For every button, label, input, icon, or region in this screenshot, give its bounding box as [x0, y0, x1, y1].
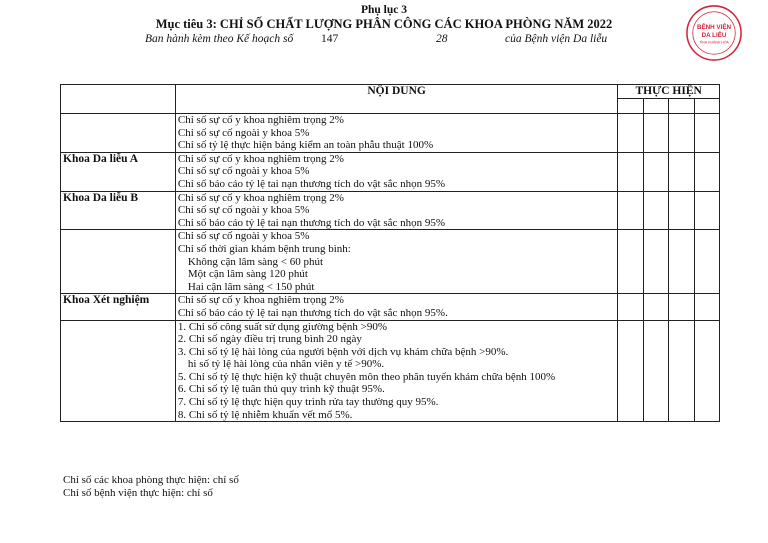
table-row: [61, 114, 720, 153]
footer-hospital-count: Chỉ số bệnh viện thực hiện: chỉ số: [63, 487, 213, 499]
content-cell: [175, 320, 617, 422]
hospital-seal-icon: [685, 4, 743, 62]
content-line: Chỉ số sự cố ngoài y khoa 5%: [177, 165, 310, 178]
done-checkbox-cell[interactable]: [694, 230, 719, 294]
content-cell: [175, 152, 617, 191]
content-line: 2. Chỉ số ngày điều trị trung bình 20 ngày: [177, 333, 362, 346]
content-cell: [175, 191, 617, 230]
done-checkbox-cell[interactable]: [643, 294, 668, 320]
done-checkbox-cell[interactable]: [618, 114, 643, 153]
done-col-2: [643, 99, 668, 114]
content-line: 7. Chỉ số tỷ lệ thực hiện quy trình rửa tay thường quy 95%.: [177, 396, 439, 409]
done-checkbox-cell[interactable]: [618, 191, 643, 230]
seal-line-3: TỈNH KHÁNH HÒA: [699, 40, 729, 45]
done-header: THỰC HIỆN: [618, 85, 720, 99]
content-cell: [175, 230, 617, 294]
dept-cell: [61, 230, 176, 294]
seal-line-1: BỆNH VIỆN: [696, 24, 732, 32]
content-line: Chỉ số sự cố y khoa nghiêm trọng 2%: [177, 114, 344, 126]
footer-dept-count: Chỉ số các khoa phòng thực hiện: chỉ số: [63, 474, 239, 486]
content-line: Một cận lâm sàng 120 phút: [187, 268, 308, 281]
content-cell: [175, 114, 617, 153]
dept-cell: Khoa Da liễu B: [61, 191, 176, 230]
seal-line-2: DA LIỄU: [701, 31, 727, 39]
content-line: Chỉ số sự cố ngoài y khoa 5%: [177, 126, 310, 139]
done-checkbox-cell[interactable]: [643, 320, 668, 422]
content-line: 8. Chỉ số tỷ lệ nhiễm khuẩn vết mổ 5%.: [177, 408, 353, 421]
done-checkbox-cell[interactable]: [669, 320, 694, 422]
content-line: Chỉ số sự cố y khoa nghiêm trọng 2%: [177, 152, 344, 165]
done-checkbox-cell[interactable]: [694, 320, 719, 422]
content-line: Chỉ số tỷ lệ thực hiện bảng kiểm an toàn phẫu thuật 100%: [177, 139, 434, 152]
dept-cell: Khoa Xét nghiệm: [61, 294, 176, 320]
issued-prefix: Ban hành kèm theo Kế hoạch số: [145, 33, 294, 45]
done-col-3: [669, 99, 694, 114]
done-checkbox-cell[interactable]: [669, 152, 694, 191]
done-checkbox-cell[interactable]: [643, 152, 668, 191]
done-checkbox-cell[interactable]: [669, 294, 694, 320]
quality-index-table: [60, 84, 720, 422]
content-line: Chỉ số sự cố ngoài y khoa 5%: [177, 204, 310, 217]
done-checkbox-cell[interactable]: [643, 114, 668, 153]
done-checkbox-cell[interactable]: [618, 294, 643, 320]
done-checkbox-cell[interactable]: [643, 191, 668, 230]
content-line: 5. Chỉ số tỷ lệ thực hiện kỹ thuật chuyên môn theo phân tuyến khám chữa bệnh 100%: [177, 370, 556, 383]
done-col-4: [694, 99, 719, 114]
done-checkbox-cell[interactable]: [694, 152, 719, 191]
content-line: Chỉ số sự cố y khoa nghiêm trọng 2%: [177, 191, 344, 204]
content-line: 6. Chỉ số tỷ lệ tuân thủ quy trình kỹ thuật 95%.: [177, 383, 385, 396]
content-line: 1. Chỉ số công suất sử dụng giường bệnh >90%: [177, 320, 388, 333]
done-checkbox-cell[interactable]: [669, 191, 694, 230]
done-checkbox-cell[interactable]: [694, 191, 719, 230]
content-line: Chỉ số báo cáo tỷ lệ tai nạn thương tích do vật sắc nhọn 95%: [177, 216, 446, 229]
table-row: [61, 294, 720, 320]
appendix-title: Phụ lục 3: [360, 4, 407, 16]
done-checkbox-cell[interactable]: [669, 114, 694, 153]
done-checkbox-cell[interactable]: [618, 230, 643, 294]
done-checkbox-cell[interactable]: [618, 152, 643, 191]
table-row: [61, 230, 720, 294]
content-line: Chỉ số báo cáo tỷ lệ tai nạn thương tích do vật sắc nhọn 95%: [177, 177, 446, 190]
content-cell: [175, 294, 617, 320]
content-line: 3. Chỉ số tỷ lệ hài lòng của người bệnh với dịch vụ khám chữa bệnh >90%.: [177, 345, 509, 358]
issued-suffix: của Bệnh viện Da liễu: [505, 33, 608, 45]
done-checkbox-cell[interactable]: [694, 114, 719, 153]
content-line: Hai cận lâm sàng < 150 phút: [187, 280, 315, 293]
dept-cell: Khoa Da liễu A: [61, 152, 176, 191]
content-line: Chỉ số sự cố ngoài y khoa 5%: [177, 230, 310, 243]
dept-cell: [61, 114, 176, 153]
done-checkbox-cell[interactable]: [618, 320, 643, 422]
table-row: [61, 152, 720, 191]
done-col-1: [618, 99, 643, 114]
table-row: [61, 320, 720, 422]
document-title: Mục tiêu 3: CHỈ SỐ CHẤT LƯỢNG PHÂN CÔNG CÁC KHOA PHÒNG NĂM 2022: [155, 17, 613, 31]
issued-day: 28: [436, 33, 448, 45]
done-checkbox-cell[interactable]: [669, 230, 694, 294]
content-line: hi số tỷ lệ hài lòng của nhân viên y tế >90%.: [187, 358, 385, 371]
table-body: [61, 114, 720, 422]
done-checkbox-cell[interactable]: [643, 230, 668, 294]
content-line: Chỉ số thời gian khám bệnh trung bình:: [177, 242, 351, 255]
content-line: Chỉ số sự cố y khoa nghiêm trọng 2%: [177, 294, 344, 307]
content-header: NỘI DUNG: [175, 85, 617, 114]
table-row: [61, 191, 720, 230]
content-line: Không cận lâm sàng < 60 phút: [187, 255, 324, 268]
content-line: Chỉ số báo cáo tỷ lệ tai nạn thương tích do vật sắc nhọn 95%.: [177, 306, 448, 319]
done-checkbox-cell[interactable]: [694, 294, 719, 320]
dept-header: [61, 85, 176, 114]
dept-cell: [61, 320, 176, 422]
plan-number: 147: [321, 33, 339, 45]
